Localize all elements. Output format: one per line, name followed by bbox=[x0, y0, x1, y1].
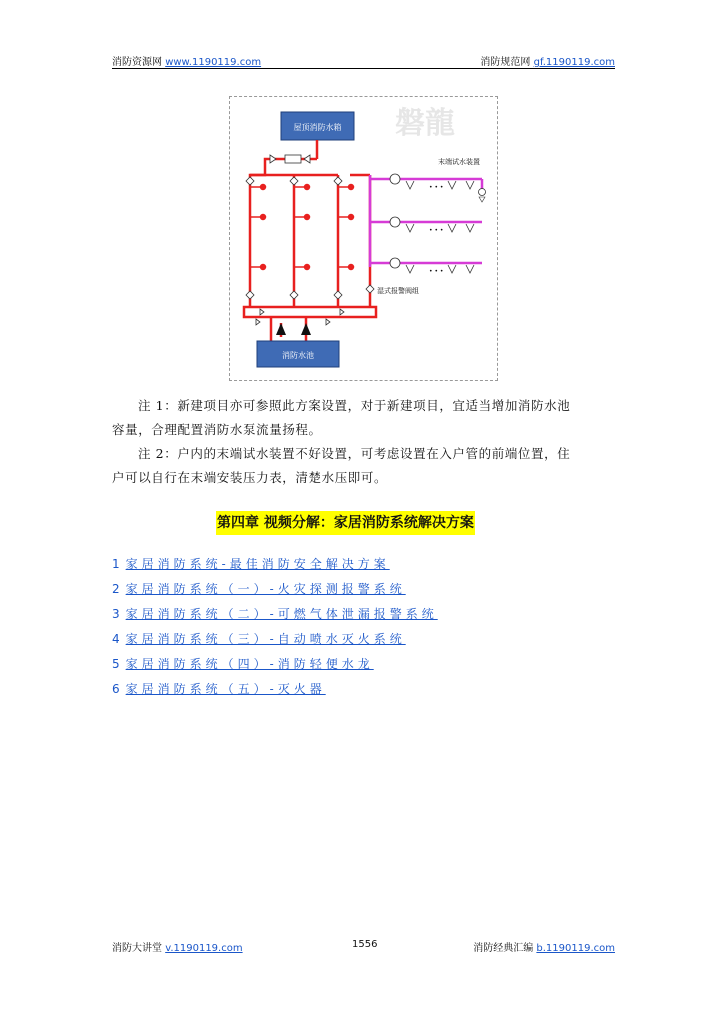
toc-item-number: 1 bbox=[112, 557, 120, 571]
flow-indicators bbox=[390, 174, 400, 268]
footer-right bbox=[473, 939, 615, 954]
branch-dots-3: • • • bbox=[429, 268, 444, 275]
roof-tank-label: 屋顶消防水箱 bbox=[293, 123, 342, 132]
branch-pipe-network bbox=[370, 175, 482, 267]
footer-right-label: 消防经典汇编 bbox=[473, 943, 534, 954]
footer-left-link[interactable]: v.1190119.com bbox=[165, 943, 243, 954]
header-right-link[interactable]: gf.1190119.com bbox=[533, 57, 615, 68]
note-2-line-2: 户可以自行在末端安装压力表，清楚水压即可。 bbox=[112, 470, 388, 485]
toc-item-number: 2 bbox=[112, 582, 120, 596]
toc-item[interactable] bbox=[112, 681, 438, 706]
toc-item-link[interactable]: 家居消防系统（二）-可燃气体泄漏报警系统 bbox=[125, 607, 438, 621]
footer-right-link[interactable]: b.1190119.com bbox=[536, 943, 615, 954]
note-2-line-1: 注 2：户内的末端试水装置不好设置，可考虑设置在入户管的前端位置，住 bbox=[138, 446, 571, 461]
toc-item[interactable] bbox=[112, 656, 438, 681]
branch-dots-2: • • • bbox=[429, 227, 444, 234]
toc-item[interactable] bbox=[112, 556, 438, 581]
page-header bbox=[112, 52, 615, 69]
note-1 bbox=[112, 394, 617, 442]
toc-item[interactable] bbox=[112, 581, 438, 606]
toc-item-link[interactable]: 家居消防系统（三）-自动喷水灭火系统 bbox=[125, 632, 406, 646]
alarm-valve-label: 湿式报警阀组 bbox=[377, 287, 419, 295]
header-left-label: 消防资源网 bbox=[112, 57, 162, 68]
header-right-label: 消防规范网 bbox=[480, 57, 531, 68]
footer-left bbox=[112, 939, 243, 954]
note-1-line-1: 注 1：新建项目亦可参照此方案设置，对于新建项目，宜适当增加消防水池 bbox=[138, 398, 571, 413]
end-test-gauge-icon bbox=[479, 189, 486, 196]
toc-item-number: 3 bbox=[112, 607, 120, 621]
page-number: 1556 bbox=[352, 939, 378, 950]
toc-item-link[interactable]: 家居消防系统（四）-消防轻便水龙 bbox=[125, 657, 374, 671]
header-right bbox=[480, 53, 615, 68]
toc-item-number: 4 bbox=[112, 632, 120, 646]
fire-pool-label: 消防水池 bbox=[282, 351, 314, 360]
toc-item-link[interactable]: 家居消防系统（五）-灭火器 bbox=[125, 682, 326, 696]
branch-dots-1: • • • bbox=[429, 184, 444, 191]
toc-item-link[interactable]: 家居消防系统（一）-火灾探测报警系统 bbox=[125, 582, 406, 596]
chapter-title: 第四章 视频分解：家居消防系统解决方案 bbox=[216, 511, 475, 535]
video-toc bbox=[112, 556, 438, 706]
note-1-line-2: 容量，合理配置消防水泵流量扬程。 bbox=[112, 422, 322, 437]
header-left bbox=[112, 53, 261, 68]
fire-pumps bbox=[276, 323, 311, 335]
footer-left-label: 消防大讲堂 bbox=[112, 943, 162, 954]
end-test-label: 末端试水装置 bbox=[438, 158, 480, 166]
toc-item-link[interactable]: 家居消防系统-最佳消防安全解决方案 bbox=[125, 557, 390, 571]
valves bbox=[246, 155, 374, 325]
sprinkler-system-diagram bbox=[229, 96, 498, 381]
toc-item-number: 5 bbox=[112, 657, 120, 671]
toc-item[interactable] bbox=[112, 606, 438, 631]
note-2 bbox=[112, 442, 617, 490]
header-left-link[interactable]: www.1190119.com bbox=[165, 57, 262, 68]
diagram-svg bbox=[230, 97, 497, 380]
toc-item-number: 6 bbox=[112, 682, 120, 696]
toc-item[interactable] bbox=[112, 631, 438, 656]
watermark-text: 磐龍 bbox=[395, 106, 455, 141]
